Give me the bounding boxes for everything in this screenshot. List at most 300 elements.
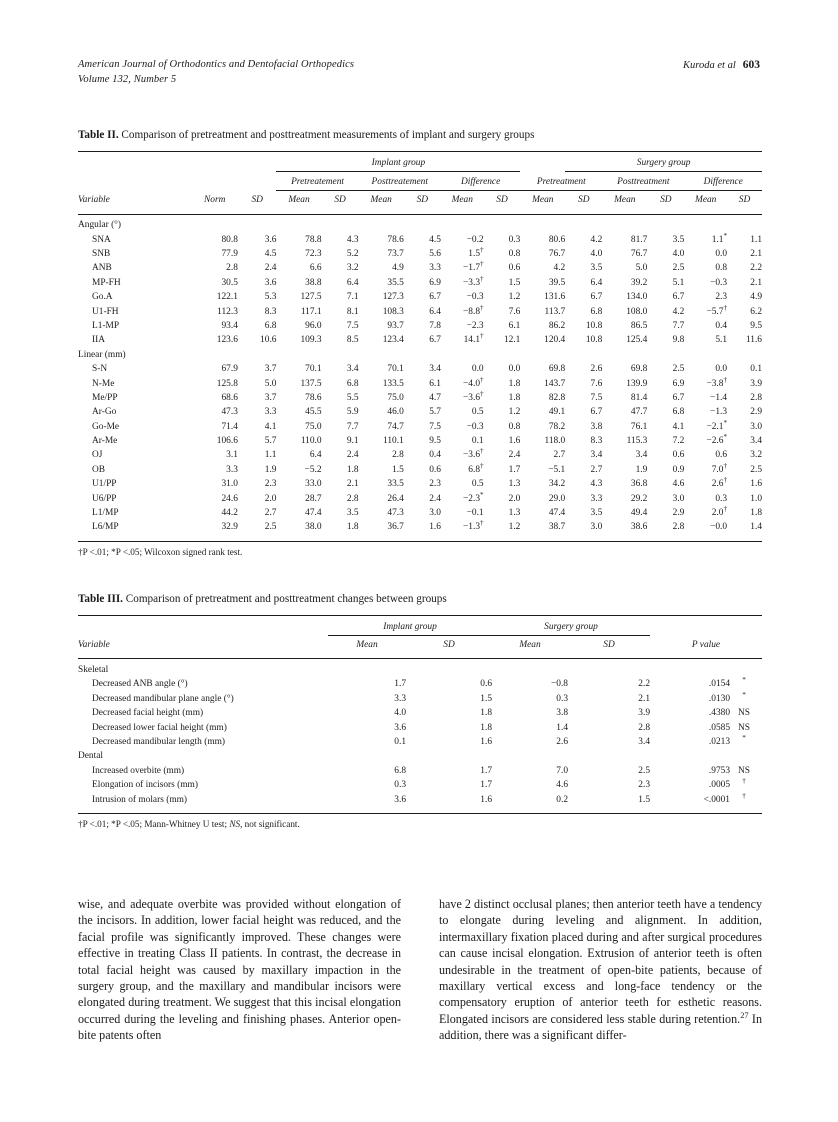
dagger-marker: † [480, 245, 484, 254]
table-cell: 2.5 [750, 464, 762, 475]
table-cell: 9.5 [429, 436, 441, 447]
table-cell: 3.8 [590, 421, 603, 432]
table-cell: 38.7 [548, 522, 566, 533]
table-cell: 7.6 [590, 378, 603, 389]
table-cell: 7.1 [346, 292, 359, 303]
section-label: Angular (°) [78, 220, 122, 231]
table-2-sub-surgery-pre: Pretreatment [520, 172, 602, 191]
table-cell: 0.6 [508, 263, 521, 274]
table-cell: 4.5 [264, 248, 277, 259]
table-cell: 1.5† [468, 245, 484, 259]
table-cell: 4.2 [553, 263, 566, 274]
table-cell: −4.0† [463, 375, 484, 389]
dagger-marker: † [723, 303, 728, 312]
table-cell: 143.7 [544, 378, 566, 389]
table-cell: 2.1 [750, 248, 762, 259]
row-label: Decreased mandibular length (mm) [92, 736, 226, 747]
table-cell: 75.0 [387, 392, 404, 403]
table-cell: 9.8 [672, 335, 685, 346]
table-cell: 4.6 [672, 479, 685, 490]
table-cell: 33.5 [387, 479, 404, 490]
body-column-right [439, 896, 762, 1044]
table-cell: 2.4 [264, 263, 277, 274]
asterisk-marker: * [742, 733, 746, 742]
table-row [78, 492, 762, 506]
table-cell: 1.7 [394, 679, 406, 690]
table-cell: NS [738, 765, 750, 776]
table-cell: 3.3 [264, 407, 277, 418]
table-cell: 1.9 [635, 464, 648, 475]
table-cell: 6.9 [672, 378, 685, 389]
table-cell: 3.4 [635, 450, 648, 461]
asterisk-marker: * [480, 490, 484, 499]
table-cell: 1.5 [392, 464, 404, 475]
table-cell: 122.1 [216, 292, 238, 303]
table-cell: 1.2 [508, 292, 521, 303]
table-cell: 4.2 [672, 306, 685, 317]
dagger-marker: † [480, 274, 484, 283]
table-cell: 108.0 [626, 306, 648, 317]
table-2-group-surgery: Surgery group [565, 152, 762, 172]
table-cell: 3.3 [394, 693, 406, 704]
table-cell: −1.7† [463, 260, 484, 274]
table-cell: 80.8 [221, 234, 238, 245]
table-cell: 2.5 [672, 263, 685, 274]
table-3-col-implant-sd: SD [443, 640, 455, 651]
table-row [78, 391, 762, 405]
table-2-col-variable: Variable [78, 195, 110, 206]
table-cell: 113.7 [544, 306, 566, 317]
asterisk-marker: * [723, 418, 728, 427]
table-cell: 7.7 [672, 320, 685, 331]
dagger-marker: † [742, 791, 746, 800]
table-cell: 0.5 [471, 407, 484, 418]
table-cell: 1.8 [480, 708, 492, 719]
table-cell: 0.3 [508, 234, 521, 245]
table-cell: 75.0 [305, 421, 322, 432]
table-2-footnote [78, 546, 762, 559]
table-cell: 2.5 [264, 522, 277, 533]
table-cell: 3.6 [394, 794, 406, 805]
table-cell: −2.6* [706, 432, 728, 447]
table-cell: 3.9 [750, 378, 762, 389]
table-cell: 2.6 [556, 736, 568, 747]
row-label: Decreased mandibular plane angle (°) [92, 693, 234, 704]
table-cell: −3.6† [463, 389, 484, 403]
table-2-sub-implant-diff: Difference [441, 172, 520, 191]
table-cell: 125.8 [216, 378, 238, 389]
table-3-group-implant: Implant group [328, 616, 492, 636]
table-cell: 120.4 [544, 335, 566, 346]
journal-volume: Volume 132, Number 5 [78, 73, 177, 85]
row-label: OB [92, 464, 106, 475]
table-3-bottom-rule [78, 807, 762, 814]
table-2-col-sd5: SD [660, 195, 672, 206]
table-2-col-mean6: Mean [695, 195, 717, 206]
table-cell: 4.9 [392, 263, 404, 274]
table-cell: 7.7 [346, 421, 359, 432]
row-label: Elongation of incisors (mm) [92, 780, 198, 791]
table-row [78, 262, 762, 276]
table-cell [730, 793, 762, 807]
table-cell: 2.6 [590, 364, 603, 375]
table-row [78, 449, 762, 463]
table-cell: 44.2 [221, 508, 238, 519]
table-cell: 3.7 [264, 364, 277, 375]
body-paragraph-right [439, 896, 762, 1044]
table-3-footnote [78, 818, 762, 831]
row-label: Ar-Me [92, 436, 118, 447]
dagger-marker: † [723, 375, 728, 384]
table-cell: −3.6† [463, 447, 484, 461]
table-cell: 6.8† [468, 461, 484, 475]
table-cell: 6.4 [309, 450, 322, 461]
table-cell: 81.7 [630, 234, 648, 245]
row-label: ANB [92, 263, 112, 274]
table-cell: 14.1† [463, 332, 484, 346]
table-cell: 0.2 [556, 794, 568, 805]
table-cell: 4.3 [346, 234, 359, 245]
table-row [78, 506, 762, 520]
table-cell: .0154 [708, 679, 730, 690]
table-row [78, 334, 762, 348]
table-2-sub-implant-pre: Pretreatement [276, 172, 358, 191]
table-cell: 5.0 [635, 263, 648, 274]
table-cell: 67.9 [221, 364, 238, 375]
table-cell: 3.0 [590, 522, 603, 533]
table-cell: 24.6 [221, 493, 238, 504]
table-cell: 6.4 [590, 277, 603, 288]
asterisk-marker: * [723, 432, 728, 441]
table-cell: 28.7 [305, 493, 322, 504]
table-2-column-header-row [78, 191, 762, 211]
table-row [78, 735, 762, 749]
table-cell: 86.5 [630, 320, 648, 331]
row-label: Me/PP [92, 392, 118, 403]
section-label: Dental [78, 751, 103, 762]
dagger-marker: † [480, 461, 484, 470]
row-label: Ar-Go [92, 407, 117, 418]
table-cell: 1.6 [480, 794, 492, 805]
table-cell: 49.1 [548, 407, 566, 418]
table-2-group-header-row [78, 152, 762, 172]
table-cell: 11.6 [745, 335, 762, 346]
table-3-footnote-post: , not significant. [240, 819, 300, 830]
table-cell: 0.0 [715, 248, 728, 259]
table-cell: 4.3 [590, 479, 603, 490]
row-label: Decreased lower facial height (mm) [92, 722, 227, 733]
table-cell: 4.9 [750, 292, 762, 303]
table-cell: 81.4 [630, 392, 648, 403]
table-cell: 8.3 [264, 306, 277, 317]
table-2-col-sd2: SD [416, 195, 429, 206]
table-cell: 2.0 [264, 493, 277, 504]
table-cell: 29.2 [630, 493, 648, 504]
table-cell: 0.9 [672, 464, 685, 475]
table-cell: 96.0 [305, 320, 322, 331]
table-cell: 5.9 [346, 407, 359, 418]
table-cell: 5.0 [264, 378, 277, 389]
table-3-footnote-ns: NS [229, 819, 241, 830]
table-cell: 127.3 [382, 292, 404, 303]
table-cell: 6.8 [394, 765, 406, 776]
table-cell: 9.1 [346, 436, 359, 447]
table-row [78, 463, 762, 477]
table-cell: 1.6 [480, 736, 492, 747]
row-label: Intrusion of molars (mm) [92, 794, 188, 805]
table-cell: 76.7 [630, 248, 648, 259]
table-cell: 2.8 [750, 392, 762, 403]
table-3-footnote-pre: †P <.01; *P <.05; Mann-Whitney U test; [78, 819, 230, 830]
table-cell: 2.4 [346, 450, 359, 461]
table-cell: 47.3 [221, 407, 238, 418]
table-cell: 108.3 [382, 306, 404, 317]
table-cell: 47.4 [305, 508, 322, 519]
table-cell: 70.1 [387, 364, 404, 375]
table-cell: 139.9 [626, 378, 648, 389]
table-cell: 8.1 [346, 306, 359, 317]
dagger-marker: † [480, 375, 484, 384]
table-row [78, 319, 762, 333]
table-cell: −0.2 [466, 234, 484, 245]
table-row [78, 247, 762, 261]
table-cell: 1.2 [508, 522, 521, 533]
table-cell: 86.2 [548, 320, 566, 331]
row-label: Go.A [92, 292, 113, 303]
table-row [78, 233, 762, 247]
table-cell: 3.4 [750, 436, 762, 447]
table-cell: 7.5 [346, 320, 359, 331]
table-cell: 1.8 [480, 722, 492, 733]
table-cell: 4.7 [429, 392, 441, 403]
table-cell: 2.9 [672, 508, 685, 519]
table-cell: .0213 [708, 736, 730, 747]
table-row [78, 406, 762, 420]
table-cell: 1.5 [480, 693, 492, 704]
table-cell: 1.8 [508, 392, 521, 403]
table-cell: 106.6 [216, 436, 238, 447]
table-cell: 6.8 [672, 407, 685, 418]
table-cell: 6.9 [429, 277, 441, 288]
table-cell: 38.0 [305, 522, 322, 533]
table-cell: 0.3 [394, 780, 406, 791]
table-cell: 74.7 [387, 421, 404, 432]
table-cell: 30.5 [221, 277, 238, 288]
table-cell: 4.2 [590, 234, 603, 245]
table-cell: 0.1 [750, 364, 762, 375]
table-cell: 7.5 [429, 421, 441, 432]
table-row [78, 692, 762, 706]
table-cell: 1.1 [264, 450, 277, 461]
table-cell: 68.6 [221, 392, 238, 403]
table-cell: 8.5 [346, 335, 359, 346]
asterisk-marker: * [742, 690, 746, 699]
table-cell: 6.8 [590, 306, 603, 317]
table-cell: 117.1 [300, 306, 322, 317]
table-cell: 6.4 [346, 277, 359, 288]
dagger-marker: † [480, 447, 484, 456]
table-cell: 2.1 [346, 479, 359, 490]
table-cell: 69.8 [630, 364, 648, 375]
dagger-marker: † [480, 519, 484, 528]
table-cell: .4380 [708, 708, 730, 719]
table-cell: 2.0 [508, 493, 521, 504]
row-label: OJ [92, 450, 103, 461]
table-cell: 2.6† [711, 476, 728, 490]
table-cell: 6.6 [309, 263, 322, 274]
table-2-col-sd1: SD [334, 195, 346, 206]
dagger-marker: † [480, 389, 484, 398]
table-cell: 35.5 [387, 277, 404, 288]
table-cell: 0.0 [715, 364, 728, 375]
table-2-col-norm: Norm [204, 195, 226, 206]
table-row [78, 276, 762, 290]
table-row [78, 779, 762, 793]
table-cell: −0.1 [466, 508, 484, 519]
table-2-col-mean3: Mean [451, 195, 473, 206]
table-cell: 2.3 [638, 780, 650, 791]
body-text [78, 896, 762, 1044]
table-cell: 2.8 [346, 493, 359, 504]
table-cell: 131.6 [544, 292, 566, 303]
table-cell: 9.5 [750, 320, 762, 331]
table-cell: 3.6 [394, 722, 406, 733]
table-2-caption-text: Comparison of pretreatment and posttreatment measurements of implant and surgery groups [121, 129, 535, 141]
table-2-bottom-rule [78, 535, 762, 542]
table-cell [730, 678, 762, 692]
table-cell: 6.7 [429, 335, 441, 346]
table-cell: 4.0 [590, 248, 603, 259]
table-2-col-sd4: SD [578, 195, 590, 206]
table-cell: 77.9 [221, 248, 238, 259]
table-cell: 78.2 [548, 421, 566, 432]
table-cell: 134.0 [626, 292, 648, 303]
table-cell: −0.0 [710, 522, 728, 533]
table-cell: 0.0 [508, 364, 521, 375]
table-cell: 3.9 [638, 708, 650, 719]
table-cell: 2.2 [750, 263, 762, 274]
table-cell: 34.2 [548, 479, 566, 490]
table-cell: −3.3† [463, 274, 484, 288]
table-row [78, 377, 762, 391]
table-cell: 1.4 [556, 722, 568, 733]
table-cell: 1.3 [508, 508, 521, 519]
journal-name: American Journal of Orthodontics and Dentofacial Orthopedics [78, 59, 355, 70]
table-3-column-header-row [78, 636, 762, 656]
table-cell: 3.4 [346, 364, 359, 375]
table-cell: 0.4 [715, 320, 728, 331]
row-label: Increased overbite (mm) [92, 765, 185, 776]
table-row [78, 291, 762, 305]
table-cell: 5.6 [429, 248, 441, 259]
table-cell: 0.1 [471, 436, 484, 447]
table-cell: 5.7 [264, 436, 277, 447]
table-cell: 0.3 [556, 693, 568, 704]
row-label: Go-Me [92, 421, 120, 432]
table-cell: 6.7 [590, 292, 603, 303]
table-cell: 2.1 [638, 693, 650, 704]
table-cell: 93.7 [387, 320, 404, 331]
table-cell: .0585 [708, 722, 730, 733]
table-cell: 93.4 [221, 320, 238, 331]
table-cell: 3.5 [590, 263, 603, 274]
dagger-marker: † [723, 461, 728, 470]
table-cell: 4.0 [394, 708, 406, 719]
table-section-header-row [78, 219, 762, 233]
row-label: U1/PP [92, 479, 117, 490]
dagger-marker: † [742, 777, 746, 785]
table-cell: 2.8 [672, 522, 685, 533]
table-cell: 78.6 [305, 392, 322, 403]
table-cell: 110.0 [300, 436, 322, 447]
table-cell [730, 735, 762, 749]
table-cell: 2.8 [392, 450, 404, 461]
table-row [78, 363, 762, 377]
table-cell: 47.4 [548, 508, 566, 519]
table-section-header-row [78, 750, 762, 764]
table-cell: 10.8 [585, 335, 603, 346]
row-label: Decreased facial height (mm) [92, 708, 204, 719]
page-number: 603 [742, 59, 760, 71]
body-right-part2: In addition, there was a significant differ- [439, 1011, 762, 1043]
table-2-sub-header-row [78, 172, 762, 191]
table-cell: 3.0 [750, 421, 762, 432]
table-cell: 0.8 [715, 263, 728, 274]
table-cell: 10.8 [585, 320, 603, 331]
body-column-left [78, 896, 401, 1044]
table-cell: 3.2 [750, 450, 762, 461]
table-row [78, 793, 762, 807]
table-cell: 49.4 [630, 508, 648, 519]
row-label: S-N [92, 364, 108, 375]
running-head [78, 58, 760, 87]
section-label: Linear (mm) [78, 349, 126, 360]
table-cell: 38.8 [305, 277, 322, 288]
table-cell: 47.7 [630, 407, 648, 418]
table-cell: 72.3 [305, 248, 322, 259]
table-cell: −3.8† [706, 375, 728, 389]
table-cell: −5.7† [706, 303, 728, 317]
table-cell: 115.3 [626, 436, 648, 447]
table-row [78, 305, 762, 319]
row-label: U6/PP [92, 493, 117, 504]
table-cell: 3.7 [264, 392, 277, 403]
table-cell: 3.4 [429, 364, 441, 375]
table-2-col-mean5: Mean [614, 195, 636, 206]
table-row [78, 434, 762, 448]
table-cell: −5.2 [304, 464, 322, 475]
table-3-col-pvalue: P value [691, 640, 721, 651]
table-cell: 127.5 [300, 292, 322, 303]
table-cell: 38.6 [630, 522, 648, 533]
table-cell: −2.3 [466, 320, 484, 331]
table-2-col-sd0: SD [251, 195, 263, 206]
dagger-marker: † [480, 303, 484, 312]
table-cell: 2.9 [750, 407, 762, 418]
table-cell: 4.0 [672, 248, 685, 259]
table-3-body [78, 663, 762, 807]
row-label: N-Me [92, 378, 115, 389]
table-cell: 10.6 [260, 335, 277, 346]
dagger-marker: † [480, 260, 484, 269]
table-cell: 26.4 [387, 493, 404, 504]
row-label: L1/MP [92, 508, 119, 519]
reference-marker-27: 27 [740, 1010, 749, 1020]
table-2-col-sd6: SD [738, 195, 751, 206]
table-cell: 3.6 [264, 234, 277, 245]
table-row [78, 678, 762, 692]
table-cell: 3.1 [226, 450, 238, 461]
